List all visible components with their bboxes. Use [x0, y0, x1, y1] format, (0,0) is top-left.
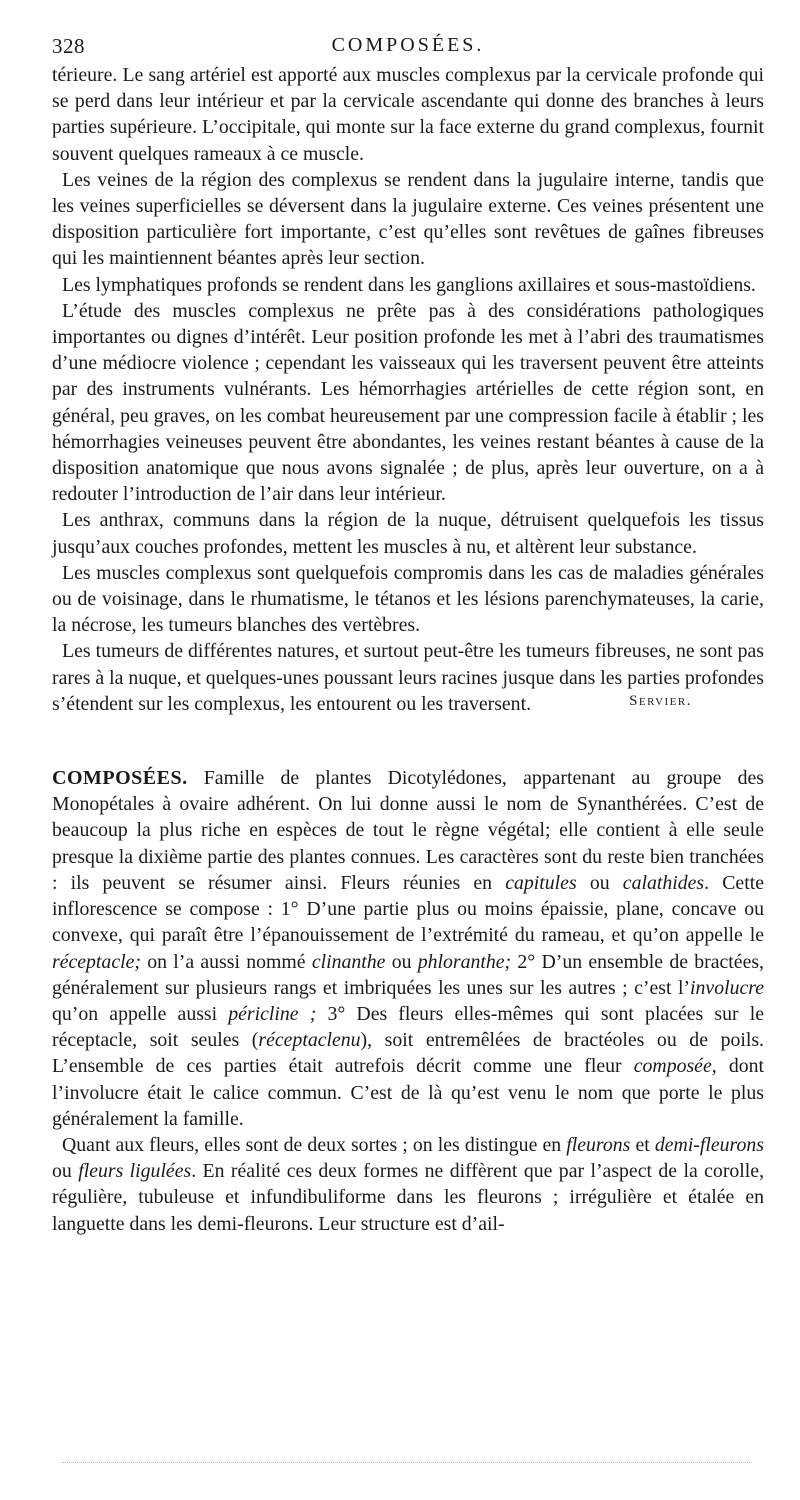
italic-term: fleurons — [566, 1133, 631, 1156]
italic-term: involucre — [690, 976, 764, 999]
italic-term: composée, — [633, 1055, 717, 1078]
italic-term: réceptacle; — [52, 950, 141, 973]
paragraph — [52, 1132, 764, 1237]
bottom-dotted-rule — [62, 1462, 752, 1463]
paragraph: Les lymphatiques profonds se rendent dans les ganglions axillaires et sous-mastoïdiens. — [62, 273, 756, 296]
text-run: ), soit entremêlées de bractéoles ou de poils. L’ensemble de ces parties était autrefois décrit comme une fleur — [52, 1029, 764, 1078]
text-run: Quant aux fleurs, elles sont de deux sortes ; on les distingue en — [62, 1133, 567, 1156]
paragraph: Les tumeurs de différentes natures, et surtout peut-être les tumeurs fibreuses, ne sont pas rares à la nuque, et quelques-unes poussant leurs racines jusque dans les parties profondes s’étendent sur les complexus, les entourent ou les traversent. — [52, 640, 764, 715]
text-run: 2° D’un ensemble de bractées, généralement sur plusieurs rangs et imbriquées les unes sur les autres ; c’est l’ — [52, 950, 764, 999]
paragraph: Les veines de la région des complexus se rendent dans la jugulaire interne, tandis que les veines superficielles se déversent dans la jugulaire externe. Ces veines présentent une disposition particulière fort importante, c’est qu’elles sont revêtues de gaînes fibreuses qui les maintiennent béantes après leur section. — [52, 168, 764, 270]
italic-term: calathides — [622, 871, 705, 894]
italic-term: réceptaclenu — [258, 1029, 361, 1052]
signature-line — [52, 693, 764, 735]
text-run: . En réalité ces deux formes ne diffèrent que par l’aspect de la corolle, régulière, tubuleuse et infundibuliforme dans les fleurons ; irrégulière et étalée en languette dans les demi-fleurons. Leur structure est d’ail- — [52, 1160, 765, 1235]
text-run: qu’on appelle aussi — [52, 1002, 229, 1025]
italic-term: clinanthe — [311, 950, 386, 973]
paragraph: Les anthrax, communs dans la région de la nuque, détruisent quelquefois les tissus jusqu’aux couches profondes, mettent les muscles à nu, et altèrent leur substance. — [52, 509, 764, 558]
paragraph: L’étude des muscles complexus ne prête pas à des considérations pathologiques importantes ou dignes d’intérêt. Leur position profonde les met à l’abri des traumatismes d’une médiocre violence ; cependant les vaisseaux qui les traversent peuvent être atteints par des instruments vulnérants. Les hémorrhagies artérielles de cette région sont, en général, peu graves, on les combat heureusement par une compression facile à établir ; les hémorrhagies veineuses peuvent être abondantes, les veines restant béantes à cause de la disposition anatomique que nous avons signalée ; de plus, après leur ouverture, on a à redouter l’introduction de l’air dans leur intérieur. — [52, 299, 764, 506]
italic-term: phloranthe; — [417, 950, 512, 973]
paragraph: Les muscles complexus sont quelquefois compromis dans les cas de maladies générales ou de voisinage, dans le rhumatisme, le tétanos et les lésions parenchymateuses, la carie, la nécrose, les tumeurs blanches des vertèbres. — [52, 561, 764, 637]
italic-term: demi-fleurons — [654, 1133, 765, 1156]
text-run: on l’a aussi nommé — [140, 950, 312, 973]
text-run: dont l’involucre était le calice commun. C’est de là qu’est venu le nom que porte le plus généralement la famille. — [52, 1055, 764, 1130]
text-run: Famille de plantes Dicotylédones, appartenant au groupe des Monopétales à ovaire adhérent. On lui donne aussi le nom de Synanthérées. C’est de beaucoup la plus riche en espèces de tout le règne végétal; elle contient à elle seule presque la dixième partie des plantes connues. Les caractères sont du reste bien tranchées : ils peuvent se résumer ainsi. Fleurs réunies en — [52, 767, 764, 894]
text-run: . Cette inflorescence se compose : 1° D’une partie plus ou moins épaissie, plane, concave ou convexe, qui paraît être l’épanouissement de l’extrémité du rameau, et qu’on appelle le — [52, 871, 764, 947]
paragraph — [52, 765, 764, 1132]
article-composees — [52, 765, 764, 1237]
italic-term: péricline ; — [228, 1002, 317, 1025]
page-header — [52, 28, 764, 62]
italic-term: fleurs ligulées — [78, 1160, 192, 1183]
author-signature: Servier. — [629, 693, 692, 710]
text-run: ou — [576, 871, 623, 894]
text-run: ou — [385, 950, 418, 973]
text-run: 3° Des fleurs elles-mêmes qui sont placées sur le réceptacle, soit seules ( — [52, 1002, 764, 1052]
page-number: 328 — [52, 34, 85, 58]
article-complexus-end — [52, 62, 764, 735]
paragraph: térieure. Le sang artériel est apporté aux muscles complexus par la cervicale profonde qui se perd dans leur intérieur et par la cervicale ascendante qui donne des branches à leurs parties supérieure. L’occipitale, qui monte sur la face externe du grand complexus, fournit souvent quelques rameaux à ce muscle. — [52, 64, 764, 165]
text-run: ou — [52, 1160, 79, 1183]
text-run: et — [630, 1133, 655, 1156]
entry-headword: COMPOSÉES. — [52, 767, 188, 790]
running-head: COMPOSÉES. — [331, 34, 485, 56]
page — [52, 28, 764, 1237]
italic-term: capitules — [505, 871, 577, 894]
